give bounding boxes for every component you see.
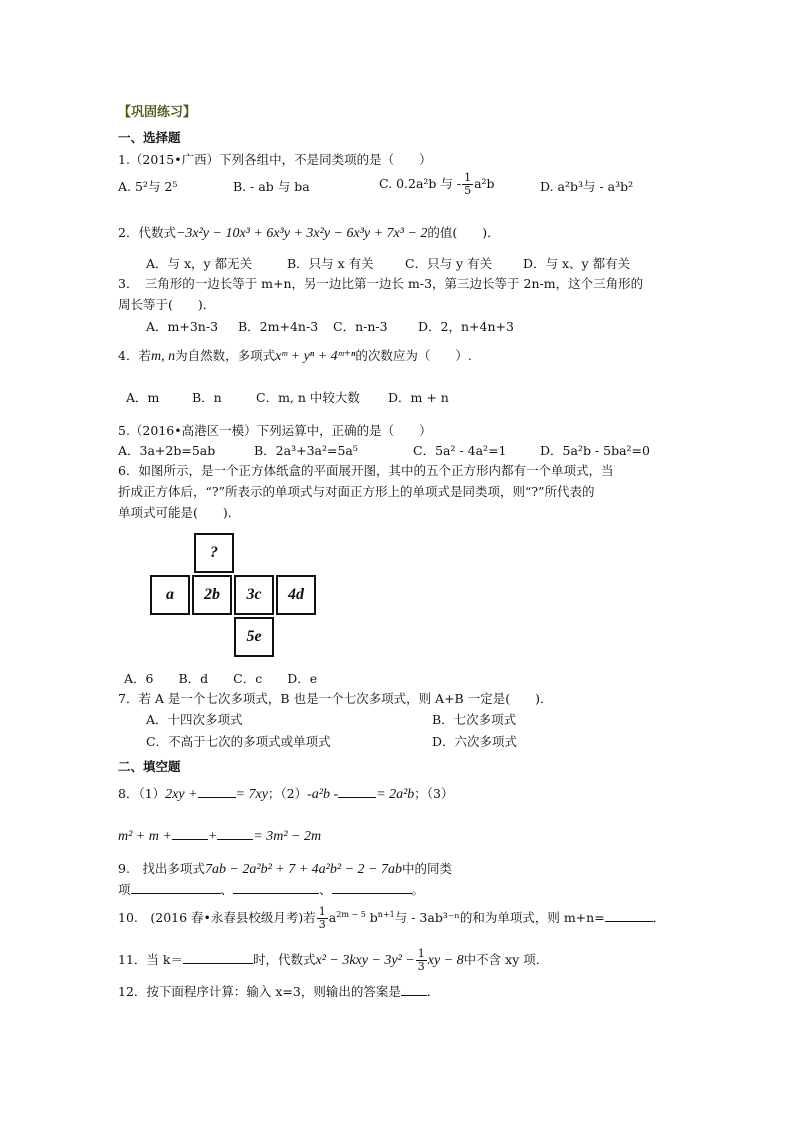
- q11-mid: 时，代数式: [252, 952, 316, 967]
- cube-face-3c: 3c: [234, 575, 274, 615]
- q2-stem: [118, 224, 500, 243]
- q1-option-d: D. a²b³与 - a³b²: [540, 179, 634, 194]
- q10-blank[interactable]: [605, 909, 653, 922]
- q5-stem: 5.（2016•高港区一模）下列运算中，正确的是（ ）: [118, 423, 432, 438]
- q1-c-post: a²b: [474, 176, 495, 191]
- q1-option-a: A. 5²与 2⁵: [118, 179, 178, 194]
- q10-end: ．: [652, 910, 666, 926]
- q10-exp2: n+1: [377, 910, 395, 919]
- q2-option-b: B．只与 x 有关: [287, 256, 374, 271]
- q10-base1: a: [328, 910, 337, 926]
- q9-end: 。: [411, 882, 425, 897]
- cube-face-4d: 4d: [276, 575, 316, 615]
- q9-blank-2[interactable]: [233, 881, 319, 894]
- q8-p1: 8．（1）: [118, 786, 166, 801]
- q4-vars: m, n: [150, 349, 176, 364]
- q9-l2pre: 项: [118, 882, 131, 897]
- q7-option-a: A．十四次多项式: [146, 712, 243, 727]
- q8-p3: ；（3）: [414, 786, 454, 801]
- cube-face-question: ?: [194, 533, 234, 573]
- cube-net-figure: [150, 533, 320, 659]
- q4-option-a: A．m: [126, 390, 160, 405]
- q2-expression: −3x²y − 10x³ + 6x³y + 3x²y − 6x³y + 7x³ − 2: [175, 226, 428, 241]
- q2-option-d: D．与 x、y 都有关: [523, 256, 631, 271]
- q9-sep-1: 、: [220, 882, 234, 897]
- q3-option-b: B．2m+4n-3: [238, 319, 319, 334]
- q3-line1: 3． 三角形的一边长等于 m+n，另一边比第一边长 m-3，第三边长等于 2n-m，这个三角形的: [118, 276, 644, 291]
- section-fill: 二、填空题: [118, 759, 181, 774]
- section-choice: 一、选择题: [118, 130, 181, 145]
- q11-pre: 11．当 k＝: [118, 952, 183, 967]
- q9-line2: [118, 881, 424, 899]
- q1-stem: 1.（2015•广西）下列各组中，不是同类项的是（ ）: [118, 152, 432, 167]
- q7-option-d: D．六次多项式: [432, 734, 518, 749]
- q4-option-d: D．m + n: [388, 390, 449, 405]
- q8-blank-4[interactable]: [217, 827, 253, 840]
- cube-face-a: a: [150, 575, 190, 615]
- q9-line1: [118, 860, 452, 879]
- q2-pre: 2．代数式: [118, 225, 176, 240]
- q2-post: 的值( )．: [427, 225, 500, 240]
- q4-option-b: B．n: [192, 390, 222, 405]
- q8-e1b: = 7xy: [235, 787, 268, 802]
- q4-option-c: C．m, n 中较大数: [256, 390, 360, 405]
- q4-mid: 为自然数，多项式: [175, 348, 276, 363]
- q8-e2b: = 2a²b: [376, 787, 415, 802]
- q11-expr1: x² − 3kxy − 3y² −: [315, 953, 415, 968]
- q10-stem: [118, 906, 665, 931]
- q1-c-frac: $\frac{1}{5}$: [464, 171, 472, 197]
- q7-option-c: C．不高于七次的多项式或单项式: [146, 734, 331, 749]
- q11-stem: [118, 948, 548, 973]
- q10-frac: $\frac{1}{3}$: [318, 905, 326, 932]
- q3-option-c: C．n-n-3: [333, 319, 388, 334]
- q3-line2: 周长等于( )．: [118, 297, 216, 312]
- cube-face-5e: 5e: [234, 617, 274, 657]
- q1-option-b: B. - ab 与 ba: [233, 179, 310, 194]
- q9-expression: 7ab − 2a²b² + 7 + 4a²b² − 2 − 7ab: [204, 862, 402, 877]
- q3-option-d: D．2，n+4n+3: [418, 319, 514, 334]
- q4-pre: 4．若: [118, 348, 151, 363]
- q2-option-c: C．只与 y 有关: [405, 256, 493, 271]
- q4-expression: xᵐ + yⁿ + 4ᵐ⁺ⁿ: [275, 349, 356, 364]
- q8-e1a: 2xy +: [165, 787, 198, 802]
- q11-blank[interactable]: [183, 951, 253, 964]
- q6-options: A．6 B．d C．c D．e: [124, 671, 318, 686]
- q9-blank-1[interactable]: [131, 881, 221, 894]
- q6-line3: 单项式可能是( )．: [118, 505, 241, 520]
- q1-option-c: [379, 172, 495, 197]
- q8-e2a: -a²b -: [307, 787, 339, 802]
- q7-stem: 7．若 A 是一个七次多项式，B 也是一个七次多项式，则 A+B 一定是( )．: [118, 691, 553, 706]
- q11-frac: $\frac{1}{3}$: [417, 947, 425, 973]
- q9-pre: 9. 找出多项式: [118, 861, 205, 876]
- q5-option-c: C．5a² - 4a²=1: [413, 443, 507, 458]
- q11-post: 中不含 xy 项．: [463, 952, 549, 967]
- q9-sep-2: 、: [319, 882, 332, 897]
- q6-line2: 折成正方体后，“?”所表示的单项式与对面正方形上的单项式是同类项，则“?”所代表的: [118, 484, 595, 499]
- q10-exp1: 2m − 5: [336, 910, 366, 919]
- q3-option-a: A．m+3n-3: [146, 319, 219, 334]
- q10-base2: b: [365, 910, 378, 926]
- q5-option-b: B．2a³+3a²=5a⁵: [254, 443, 358, 458]
- q8-blank-3[interactable]: [172, 827, 208, 840]
- q8-line2: [118, 827, 321, 846]
- q12-end: ．: [426, 984, 440, 999]
- q1-c-pre: C. 0.2a²b 与 -: [379, 176, 462, 191]
- q11-expr2: xy − 8: [427, 953, 464, 968]
- q12-blank[interactable]: [401, 983, 427, 996]
- cube-face-2b: 2b: [192, 575, 232, 615]
- q9-post: 中的同类: [401, 861, 452, 876]
- q4-post: 的次数应为（ ）.: [355, 348, 472, 363]
- q8-e3b: +: [207, 829, 218, 844]
- q10-pre: 10. (2016 春•永春县校级月考)若: [118, 910, 316, 926]
- q4-stem: [118, 347, 472, 366]
- page-title: 【巩固练习】: [118, 105, 197, 120]
- q10-mid: 与 - 3ab³⁻ⁿ的和为单项式，则 m+n=: [394, 910, 605, 926]
- q8-blank-1[interactable]: [198, 785, 236, 798]
- q8-line1: [118, 785, 454, 804]
- q8-blank-2[interactable]: [338, 785, 376, 798]
- q12-pre: 12．按下面程序计算：输入 x=3，则输出的答案是: [118, 984, 401, 999]
- q9-blank-3[interactable]: [332, 881, 412, 894]
- q7-option-b: B．七次多项式: [432, 712, 517, 727]
- q12-stem: [118, 983, 439, 1001]
- q5-option-a: A．3a+2b=5ab: [118, 443, 216, 458]
- q8-p2: ；（2）: [267, 786, 308, 801]
- q5-option-d: D．5a²b - 5ba²=0: [540, 443, 650, 458]
- q6-line1: 6．如图所示，是一个正方体纸盒的平面展开图，其中的五个正方形内都有一个单项式，当: [118, 463, 614, 478]
- q8-e3a: m² + m +: [118, 829, 172, 844]
- q2-option-a: A．与 x，y 都无关: [146, 256, 253, 271]
- q8-e3c: = 3m² − 2m: [253, 829, 322, 844]
